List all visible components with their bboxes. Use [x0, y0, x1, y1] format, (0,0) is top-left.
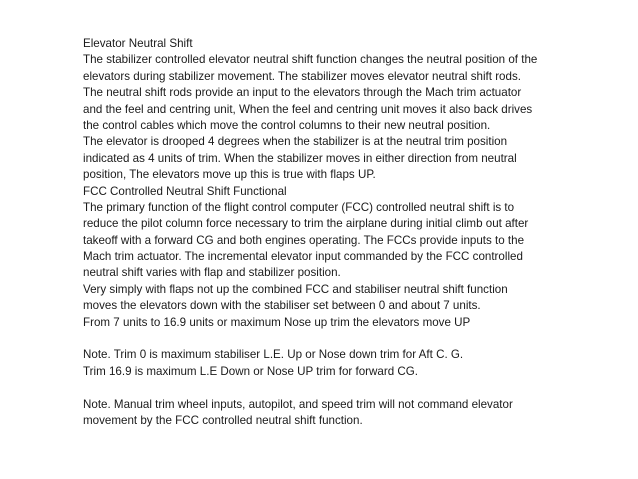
note-line: Note. Trim 0 is maximum stabiliser L.E. Up or Nose down trim for Aft C. G.	[83, 348, 464, 362]
note-line: Trim 16.9 is maximum L.E Down or Nose UP trim for forward CG.	[83, 364, 419, 378]
document-page	[83, 36, 583, 429]
paragraph-line: The neutral shift rods provide an input to the elevators through the Mach trim actuator	[83, 86, 522, 100]
paragraph-line: From 7 units to 16.9 units or maximum Nose up trim the elevators move UP	[83, 315, 471, 329]
note-line: Note. Manual trim wheel inputs, autopilot, and speed trim will not command elevator	[83, 397, 513, 411]
spacer	[83, 331, 583, 347]
paragraph-line: The primary function of the flight control computer (FCC) controlled neutral shift is to	[83, 200, 515, 214]
paragraph-line: the control cables which move the control columns to their new neutral position.	[83, 118, 491, 132]
paragraph-line: moves the elevators down with the stabiliser set between 0 and about 7 units.	[83, 299, 481, 313]
section-subtitle: FCC Controlled Neutral Shift Functional	[83, 184, 287, 198]
note-line: movement by the FCC controlled neutral shift function.	[83, 413, 363, 427]
section-fcc-neutral-shift	[83, 200, 583, 331]
note-manual-trim	[83, 397, 583, 430]
paragraph-line: reduce the pilot column force necessary to trim the airplane during initial climb out after	[83, 217, 529, 231]
paragraph-line: The elevator is drooped 4 degrees when the stabilizer is at the neutral trim position	[83, 135, 508, 149]
note-trim-limits	[83, 347, 583, 380]
paragraph-line: and the feel and centring unit, When the feel and centring unit moves it also back drives	[83, 102, 533, 116]
paragraph-line: indicated as 4 units of trim. When the stabilizer moves in either direction from neutral	[83, 151, 517, 165]
paragraph-line: elevators during stabilizer movement. The stabilizer moves elevator neutral shift rods.	[83, 69, 521, 83]
paragraph-line: The stabilizer controlled elevator neutral shift function changes the neutral position of the	[83, 53, 538, 67]
paragraph-line: takeoff with a forward CG and both engines operating. The FCCs provide inputs to the	[83, 233, 525, 247]
spacer	[83, 380, 583, 396]
paragraph-line: neutral shift varies with flap and stabilizer position.	[83, 266, 341, 280]
paragraph-line: position, The elevators move up this is true with flaps UP.	[83, 168, 376, 182]
paragraph-line: Very simply with flaps not up the combined FCC and stabiliser neutral shift function	[83, 282, 508, 296]
paragraph-line: Mach trim actuator. The incremental elevator input commanded by the FCC controlled	[83, 250, 523, 264]
section-elevator-neutral-shift	[83, 52, 583, 183]
document-title: Elevator Neutral Shift	[83, 37, 193, 50]
